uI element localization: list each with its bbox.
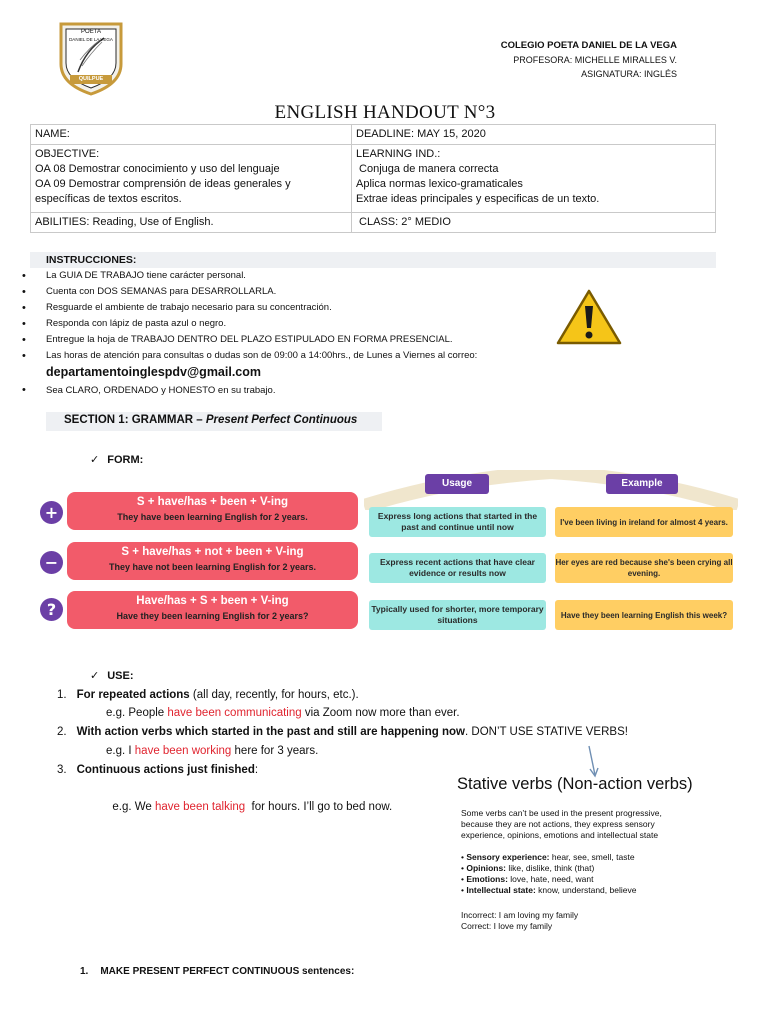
example-post: via Zoom now more than ever. <box>301 707 460 719</box>
check-icon: ✓ <box>90 453 100 466</box>
form-negative <box>67 542 358 580</box>
instruction-item: • Cuenta con DOS SEMANAS para DESARROLLARLA. <box>22 284 477 300</box>
contact-email[interactable]: departamentoinglespdv@gmail.com <box>46 365 262 379</box>
minus-icon: − <box>40 551 63 574</box>
logo-mid-text: DANIEL DE LA VEGA <box>69 37 113 42</box>
logo-top-text: POETA <box>81 29 101 35</box>
formula-text: S + have/has + been + V-ing <box>136 496 289 508</box>
formula-example: Have they been learning English for 2 years? <box>116 611 309 621</box>
instruction-item-last <box>22 384 275 396</box>
teacher-name: PROFESORA: MICHELLE MIRALLES V. <box>513 55 677 65</box>
exercise-title <box>80 966 354 977</box>
objective-cell <box>31 145 352 213</box>
example-pre: e.g. We <box>112 801 156 813</box>
use-bold: Continuous actions just finished <box>76 764 255 776</box>
stative-body <box>461 808 721 932</box>
instruction-item: • Las horas de atención para consultas o dudas son de 09:00 a 14:00hrs., de Lunes a Viernes al correo: <box>22 348 477 364</box>
section-title-bold: SECTION 1: GRAMMAR – <box>64 414 206 426</box>
school-info <box>501 39 677 81</box>
check-icon: ✓ <box>90 669 100 682</box>
exercise-title-text: MAKE PRESENT PERFECT CONTINUOUS sentences: <box>100 966 355 977</box>
example-pre: e.g. I <box>106 745 135 757</box>
question-icon: ? <box>40 598 63 621</box>
school-logo <box>56 20 126 96</box>
example-verb: have been working <box>134 745 232 757</box>
use-rest: : <box>254 764 259 776</box>
exercise-number: 1. <box>80 966 89 977</box>
use-label-text: USE: <box>107 670 134 682</box>
use-rest: (all day, recently, for hours, etc.). <box>189 689 359 701</box>
instruction-item: • Entregue la hoja de TRABAJO DENTRO DEL PLAZO ESTIPULADO EN FORMA PRESENCIAL. <box>22 332 477 348</box>
formula-example: They have not been learning English for 2 years. <box>108 562 317 572</box>
instruction-item: • Responda con lápiz de pasta azul o negro. <box>22 316 477 332</box>
instruction-item: • La GUIA DE TRABAJO tiene carácter personal. <box>22 268 477 284</box>
subject-name: ASIGNATURA: INGLÉS <box>581 69 677 79</box>
example-post: for hours. I’ll go to bed now. <box>245 801 393 813</box>
use-bold: For repeated actions <box>76 689 190 701</box>
learning-line: Aplica normas lexico-gramaticales <box>356 178 523 190</box>
example-verb: have been talking <box>155 801 246 813</box>
usage-box: Express long actions that started in the past and continue until now <box>369 507 546 537</box>
warning-icon <box>555 288 623 346</box>
deadline-text: DEADLINE: MAY 15, 2020 <box>356 128 486 140</box>
stative-item-label: Opinions: <box>466 863 507 873</box>
example-box: Her eyes are red because she's been crying all evening. <box>555 553 733 583</box>
stative-item-text: like, dislike, think (that) <box>506 863 595 873</box>
school-name: COLEGIO POETA DANIEL DE LA VEGA <box>500 40 677 51</box>
name-cell <box>31 125 352 145</box>
abilities-cell <box>31 213 352 233</box>
formula-text: S + have/has + not + been + V-ing <box>121 546 304 558</box>
use-bold: With action verbs which started in the past and still are happening now <box>76 726 465 738</box>
stative-item: • Intellectual state: know, understand, believe <box>461 885 637 895</box>
objective-line: específicas de textos escritos. <box>35 193 182 205</box>
stative-item-label: Emotions: <box>466 874 508 884</box>
class-cell <box>352 213 716 233</box>
use-item <box>57 761 258 779</box>
instruction-last-text: Sea CLARO, ORDENADO y HONESTO en su trabajo. <box>46 385 276 396</box>
abilities-text: ABILITIES: Reading, Use of English. <box>35 216 214 228</box>
formula-example: They have been learning English for 2 years. <box>117 512 308 522</box>
use-number: 1. <box>57 689 67 701</box>
instructions-title: INSTRUCCIONES: <box>46 254 137 266</box>
class-text: CLASS: 2° MEDIO <box>356 216 451 228</box>
stative-correct: Correct: I love my family <box>461 921 553 931</box>
stative-item: • Opinions: like, dislike, think (that) <box>461 863 595 873</box>
use-rest: . DON’T USE STATIVE VERBS! <box>465 726 628 738</box>
stative-item: • Sensory experience: hear, see, smell, taste <box>461 852 635 862</box>
example-post: here for 3 years. <box>231 745 319 757</box>
form-affirmative <box>67 492 358 530</box>
stative-item-label: Sensory experience: <box>466 852 550 862</box>
stative-item: • Emotions: love, hate, need, want <box>461 874 594 884</box>
use-example <box>106 780 392 816</box>
diagram-connector <box>364 470 738 510</box>
stative-title: Stative verbs (Non-action verbs) <box>457 775 693 793</box>
example-box: I've been living in ireland for almost 4 years. <box>555 507 733 537</box>
stative-item-text: know, understand, believe <box>535 885 637 895</box>
stative-intro: Some verbs can’t be used in the present progressive, because they are not actions, they express sensory experience, opinions, emotions and intellectual state <box>461 808 662 840</box>
plus-icon: + <box>40 501 63 524</box>
use-item <box>57 723 628 741</box>
usage-box: Typically used for shorter, more temporary situations <box>369 600 546 630</box>
example-box: Have they been learning English this week? <box>555 600 733 630</box>
stative-incorrect: Incorrect: I am loving my family <box>461 910 579 920</box>
info-table <box>30 124 716 233</box>
learning-line: Conjuga de manera correcta <box>356 163 499 175</box>
usage-box: Express recent actions that have clear evidence or results now <box>369 553 546 583</box>
instructions-list <box>22 268 477 364</box>
learning-label: LEARNING IND.: <box>356 148 441 160</box>
logo-bottom-text: QUILPUE <box>78 76 104 82</box>
example-header: Example <box>606 474 678 494</box>
form-question <box>67 591 358 629</box>
name-label: NAME: <box>35 128 70 140</box>
objective-line: OA 09 Demostrar comprensión de ideas generales y <box>35 178 291 190</box>
instruction-item: • Resguarde el ambiente de trabajo necesario para su concentración. <box>22 300 477 316</box>
section-title <box>64 414 357 426</box>
usage-header: Usage <box>425 474 489 494</box>
use-number: 2. <box>57 726 67 738</box>
objective-label: OBJECTIVE: <box>35 148 100 160</box>
use-item <box>57 686 359 704</box>
use-label <box>90 669 134 682</box>
page-title: ENGLISH HANDOUT N°3 <box>274 102 496 123</box>
form-label <box>90 453 143 466</box>
stative-item-text: hear, see, smell, taste <box>549 852 635 862</box>
deadline-cell <box>352 125 716 145</box>
use-number: 3. <box>57 764 67 776</box>
use-example <box>106 704 460 722</box>
section-title-italic: Present Perfect Continuous <box>205 414 358 426</box>
learning-cell <box>352 145 716 213</box>
objective-line: OA 08 Demostrar conocimiento y uso del lenguaje <box>35 163 280 175</box>
learning-line: Extrae ideas principales y especificas de un texto. <box>356 193 600 205</box>
formula-text: Have/has + S + been + V-ing <box>136 595 289 607</box>
example-pre: e.g. People <box>106 707 168 719</box>
use-example <box>106 742 318 760</box>
stative-item-text: love, hate, need, want <box>507 874 594 884</box>
stative-item-label: Intellectual state: <box>466 885 536 895</box>
form-label-text: FORM: <box>107 454 144 466</box>
example-verb: have been communicating <box>167 707 302 719</box>
